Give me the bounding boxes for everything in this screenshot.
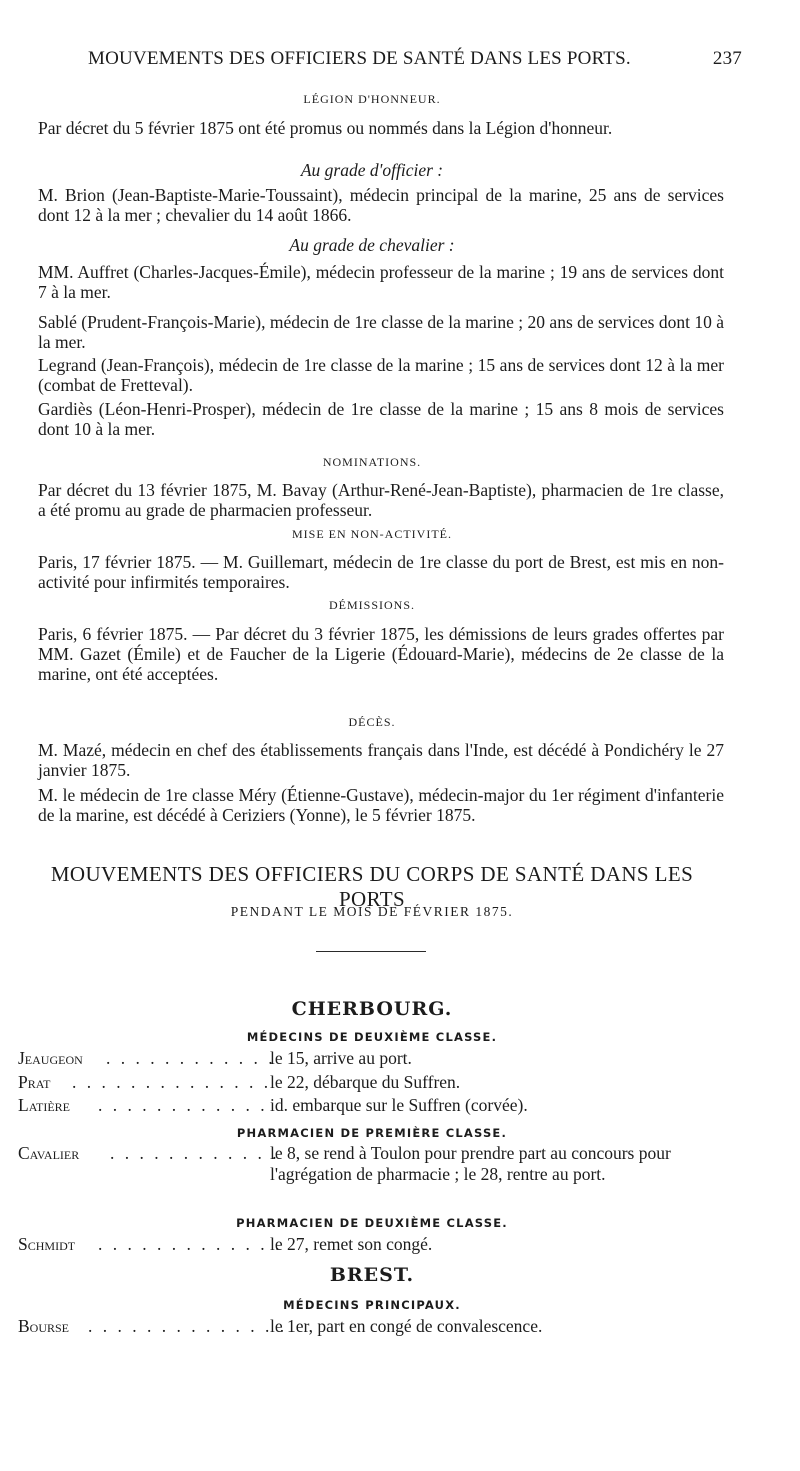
officer-name: Prat: [18, 1072, 51, 1092]
dot-leader: . . . . . . . . . . . . . .: [88, 1316, 288, 1336]
movements-title: MOUVEMENTS DES OFFICIERS DU CORPS DE SANTÉ DANS LES PORTS: [50, 862, 694, 911]
officer-name: Latière: [18, 1095, 71, 1115]
port-heading-cherbourg: CHERBOURG.: [291, 998, 453, 1020]
page-number: 237: [712, 48, 742, 69]
port-heading-brest: BREST.: [329, 1264, 415, 1286]
demissions-text: [18, 624, 724, 684]
movement-text: le 27, remet son congé.: [270, 1234, 433, 1254]
nominations-body: Par décret du 13 février 1875, M. Bavay (Arthur-René-Jean-Baptiste), pharmacien de 1re classe, a été promu au grade de pharmacien professeur.: [38, 480, 724, 520]
rank-heading: PHARMACIEN DE PREMIÈRE CLASSE.: [236, 1126, 508, 1140]
officer-name: Jeaugeon: [18, 1048, 83, 1068]
dot-leader: . . . . . . . . . . . . . .: [72, 1072, 272, 1092]
section-heading-deces: DÉCÈS.: [348, 715, 396, 729]
legion-intro-text: Par décret du 5 février 1875 ont été promus ou nommés dans la Légion d'honneur.: [38, 118, 613, 138]
deces-entry-text: M. le médecin de 1re classe Méry (Étienne-Gustave), médecin-major du 1er régiment d'infanterie de la marine, est décédé à Ceriziers (Yonne), le 5 février 1875.: [38, 785, 724, 825]
officier-entry-text: M. Brion (Jean-Baptiste-Marie-Toussaint), médecin principal de la marine, 25 ans de services dont 12 à la mer ; chevalier du 14 août 1866.: [38, 185, 724, 225]
divider-rule: [316, 951, 426, 952]
officer-name: Bourse: [18, 1316, 70, 1336]
rank-heading: PHARMACIEN DE DEUXIÈME CLASSE.: [236, 1216, 508, 1230]
dot-leader: . . . . . . . . . . . .: [98, 1095, 268, 1115]
officer-name: Schmidt: [18, 1234, 76, 1254]
movements-subtitle: PENDANT LE MOIS DE FÉVRIER 1875.: [230, 904, 514, 919]
officier-entry: [18, 185, 724, 225]
section-heading-nominations: NOMINATIONS.: [322, 455, 422, 469]
movement-text: le 22, débarque du Suffren.: [270, 1072, 461, 1092]
chevalier-entry: [18, 355, 724, 395]
movement-text: le 1er, part en congé de convalescence.: [270, 1316, 543, 1336]
deces-entry: [18, 785, 724, 825]
section-heading-demissions: DÉMISSIONS.: [328, 598, 415, 612]
section-heading-non-activite: MISE EN NON-ACTIVITÉ.: [292, 527, 452, 541]
movement-text: id. embarque sur le Suffren (corvée).: [270, 1095, 528, 1115]
chevalier-entry: [18, 262, 724, 302]
nominations-text: [18, 480, 724, 520]
grade-officier-heading: Au grade d'officier :: [300, 160, 444, 180]
dot-leader: . . . . . . . . . . . . .: [98, 1234, 283, 1254]
dot-leader: . . . . . . . . . . . .: [106, 1048, 276, 1068]
non-activite-text: [18, 552, 724, 592]
chevalier-entry: [18, 312, 724, 352]
grade-chevalier-heading: Au grade de chevalier :: [289, 235, 455, 255]
rank-heading: MÉDECINS DE DEUXIÈME CLASSE.: [246, 1030, 498, 1044]
chevalier-entry: [18, 399, 724, 439]
running-header: [88, 48, 742, 70]
legion-intro: [18, 118, 724, 138]
movement-text: le 8, se rend à Toulon pour prendre part au concours pour l'agrégation de pharmacie ; le 28, rentre au port.: [270, 1143, 671, 1184]
non-activite-body: Paris, 17 février 1875. — M. Guillemart, médecin de 1re classe du port de Brest, est mis en non-activité pour infirmités temporaires.: [38, 552, 724, 592]
chevalier-entry-text: Gardiès (Léon-Henri-Prosper), médecin de 1re classe de la marine ; 15 ans 8 mois de services dont 10 à la mer.: [38, 399, 724, 439]
dot-leader: . . . . . . . . . . . .: [110, 1143, 280, 1163]
chevalier-entry-text: Legrand (Jean-François), médecin de 1re classe de la marine ; 15 ans de services dont 12 à la mer (combat de Fretteval).: [38, 355, 724, 395]
demissions-body: Paris, 6 février 1875. — Par décret du 3 février 1875, les démissions de leurs grades offertes par MM. Gazet (Émile) et de Faucher de la Ligerie (Édouard-Marie), médecins de 2e classe de la marine, ont été acceptées.: [38, 624, 724, 684]
section-heading-legion: LÉGION D'HONNEUR.: [303, 92, 441, 106]
officer-name: Cavalier: [18, 1143, 80, 1163]
deces-entry-text: M. Mazé, médecin en chef des établissements français dans l'Inde, est décédé à Pondichéry le 27 janvier 1875.: [38, 740, 724, 780]
movement-text: le 15, arrive au port.: [270, 1048, 412, 1068]
header-title: MOUVEMENTS DES OFFICIERS DE SANTÉ DANS LES PORTS.: [88, 48, 631, 69]
rank-heading: MÉDECINS PRINCIPAUX.: [283, 1298, 461, 1312]
deces-entry: [18, 740, 724, 780]
chevalier-entry-text: MM. Auffret (Charles-Jacques-Émile), médecin professeur de la marine ; 19 ans de services dont 7 à la mer.: [38, 262, 724, 302]
chevalier-entry-text: Sablé (Prudent-François-Marie), médecin de 1re classe de la marine ; 20 ans de services dont 10 à la mer.: [38, 312, 724, 352]
